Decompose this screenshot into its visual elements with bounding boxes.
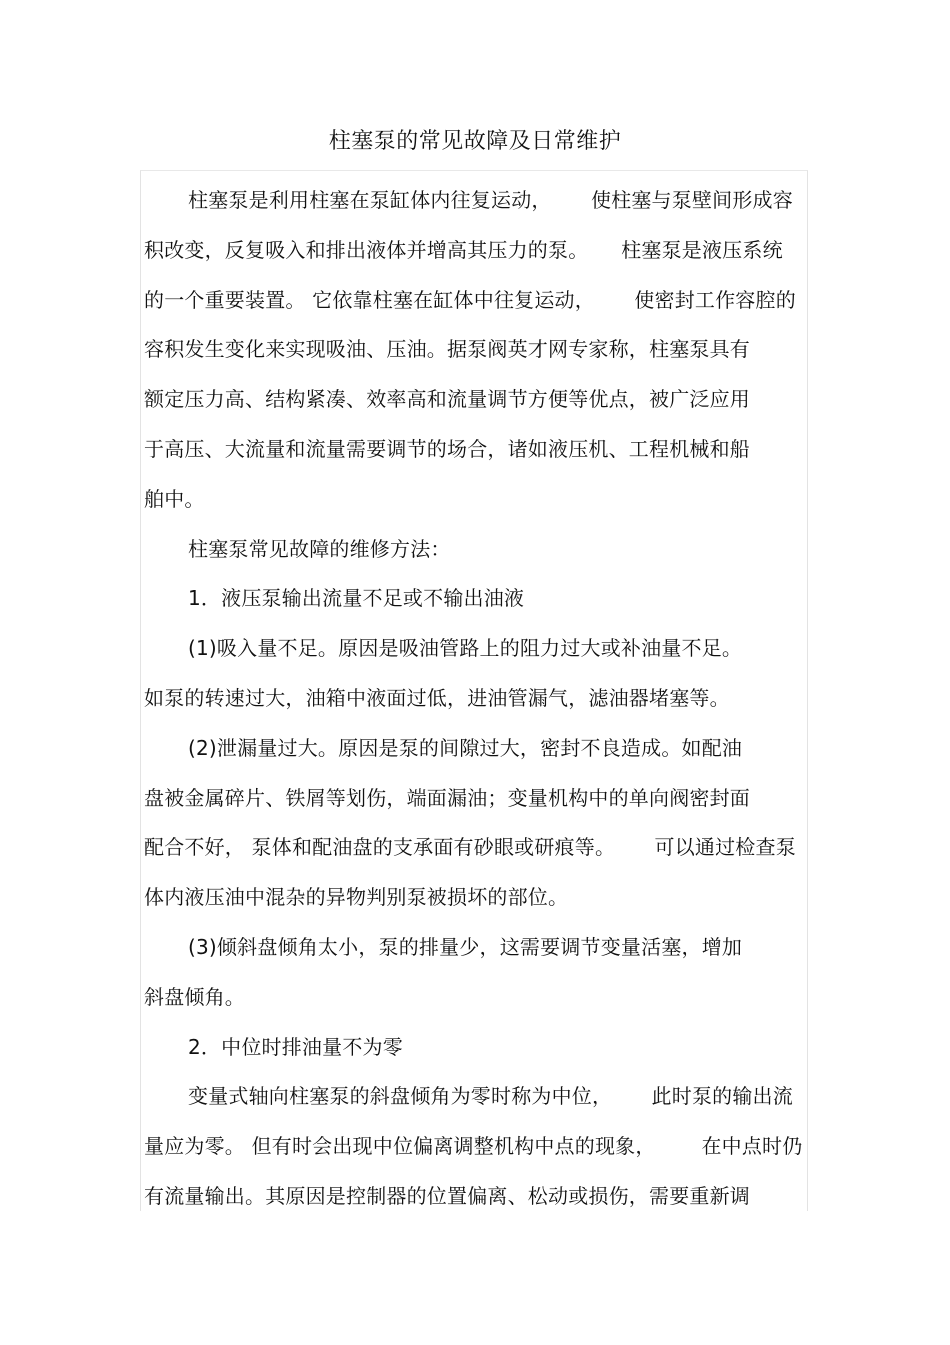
numbered-heading: 1．液压泵输出流量不足或不输出油液 [188, 586, 525, 611]
paragraph-line: 量应为零。 但有时会出现中位偏离调整机构中点的现象， 在中点时仍 [144, 1134, 803, 1159]
section-heading: 柱塞泵常见故障的维修方法： [188, 536, 451, 561]
paragraph-line: 额定压力高、结构紧凑、效率高和流量调节方便等优点，被广泛应用 [144, 387, 750, 412]
paragraph-line: 体内液压油中混杂的异物判别泵被损坏的部位。 [144, 885, 569, 910]
paragraph-line: 变量式轴向柱塞泵的斜盘倾角为零时称为中位， 此时泵的输出流 [188, 1084, 793, 1109]
paragraph-line: 的一个重要装置。 它依靠柱塞在缸体中往复运动， 使密封工作容腔的 [144, 287, 796, 312]
paragraph-line: 有流量输出。其原因是控制器的位置偏离、松动或损伤，需要重新调 [144, 1183, 750, 1208]
paragraph-line: 如泵的转速过大，油箱中液面过低，进油管漏气，滤油器堵塞等。 [144, 685, 730, 710]
paragraph-line: (2)泄漏量过大。原因是泵的间隙过大，密封不良造成。如配油 [188, 735, 743, 760]
paragraph-line: (1)吸入量不足。原因是吸油管路上的阻力过大或补油量不足。 [188, 636, 743, 661]
document-title: 柱塞泵的常见故障及日常维护 [328, 129, 622, 154]
numbered-heading: 2．中位时排油量不为零 [188, 1034, 403, 1059]
document-body [144, 176, 806, 1222]
paragraph-line: 积改变，反复吸入和排出液体并增高其压力的泵。 柱塞泵是液压系统 [144, 237, 783, 262]
paragraph-line: 配合不好， 泵体和配油盘的支承面有砂眼或研痕等。 可以通过检查泵 [144, 835, 796, 860]
paragraph-line: 于高压、大流量和流量需要调节的场合，诸如液压机、工程机械和船 [144, 436, 750, 461]
paragraph-line: (3)倾斜盘倾角太小，泵的排量少，这需要调节变量活塞，增加 [188, 934, 743, 959]
paragraph-line: 舶中。 [144, 486, 205, 511]
paragraph-line: 斜盘倾角。 [144, 984, 245, 1009]
paragraph-line: 柱塞泵是利用柱塞在泵缸体内往复运动， 使柱塞与泵壁间形成容 [188, 188, 793, 212]
paragraph-line: 盘被金属碎片、铁屑等划伤，端面漏油；变量机构中的单向阀密封面 [144, 785, 750, 810]
paragraph-line: 容积发生变化来实现吸油、压油。据泵阀英才网专家称，柱塞泵具有 [144, 337, 750, 362]
